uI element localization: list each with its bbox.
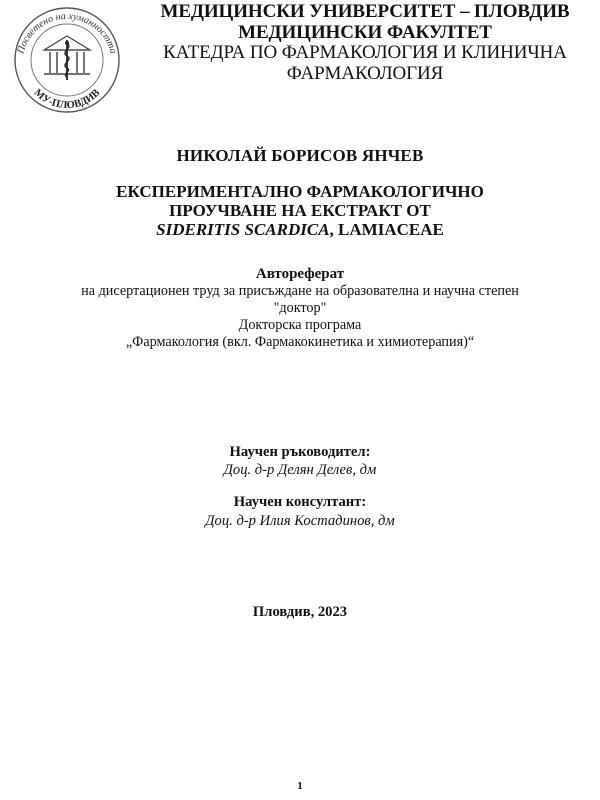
abstract-block bbox=[0, 265, 600, 351]
advisors-block bbox=[0, 443, 600, 530]
title-line3 bbox=[0, 220, 600, 239]
consultant-name: Доц. д-р Илия Костадинов, дм bbox=[205, 512, 395, 529]
university-seal-logo bbox=[4, 2, 130, 114]
family-name: , LAMIACEAE bbox=[329, 220, 444, 240]
title-line1: ЕКСПЕРИМЕНТАЛНО ФАРМАКОЛОГИЧНО bbox=[116, 182, 484, 201]
abstract-line2: "доктор" bbox=[273, 300, 327, 317]
svg-text:МУ-ПЛОВДИВ: МУ-ПЛОВДИВ bbox=[31, 87, 103, 112]
supervisor-role: Научен ръководител: bbox=[229, 444, 371, 460]
doctoral-program-label: Докторска програма bbox=[238, 317, 362, 334]
university-name: МЕДИЦИНСКИ УНИВЕРСИТЕТ – ПЛОВДИВ bbox=[160, 1, 570, 22]
institution-heading bbox=[130, 2, 600, 84]
department-name-line2: ФАРМАКОЛОГИЯ bbox=[286, 62, 444, 84]
consultant-role: Научен консултант: bbox=[233, 494, 367, 511]
department-name-line1: КАТЕДРА ПО ФАРМАКОЛОГИЯ И КЛИНИЧНА bbox=[163, 42, 567, 64]
abstract-label: Автореферат bbox=[255, 266, 345, 282]
abstract-line1: на дисертационен труд за присъждане на образователна и научна степен bbox=[81, 283, 519, 299]
dissertation-title bbox=[0, 182, 600, 239]
place-and-year: Пловдив, 2023 bbox=[252, 604, 348, 620]
author-name: НИКОЛАЙ БОРИСОВ ЯНЧЕВ bbox=[176, 146, 424, 165]
document-header bbox=[0, 0, 600, 112]
page-number: 1 bbox=[297, 780, 303, 792]
faculty-name: МЕДИЦИНСКИ ФАКУЛТЕТ bbox=[238, 21, 492, 43]
doctoral-program-name: „Фармакология (вкл. Фармакокинетика и химиотерапия)“ bbox=[125, 334, 475, 351]
caduceus-seal-icon bbox=[4, 2, 130, 114]
species-name: SIDERITIS SCARDICA bbox=[156, 220, 330, 240]
svg-text:Посветено на хуманността: Посветено на хуманността bbox=[15, 10, 119, 55]
title-line2: ПРОУЧВАНЕ НА ЕКСТРАКТ ОТ bbox=[169, 201, 431, 221]
supervisor-name: Доц. д-р Делян Делев, дм bbox=[223, 462, 377, 479]
